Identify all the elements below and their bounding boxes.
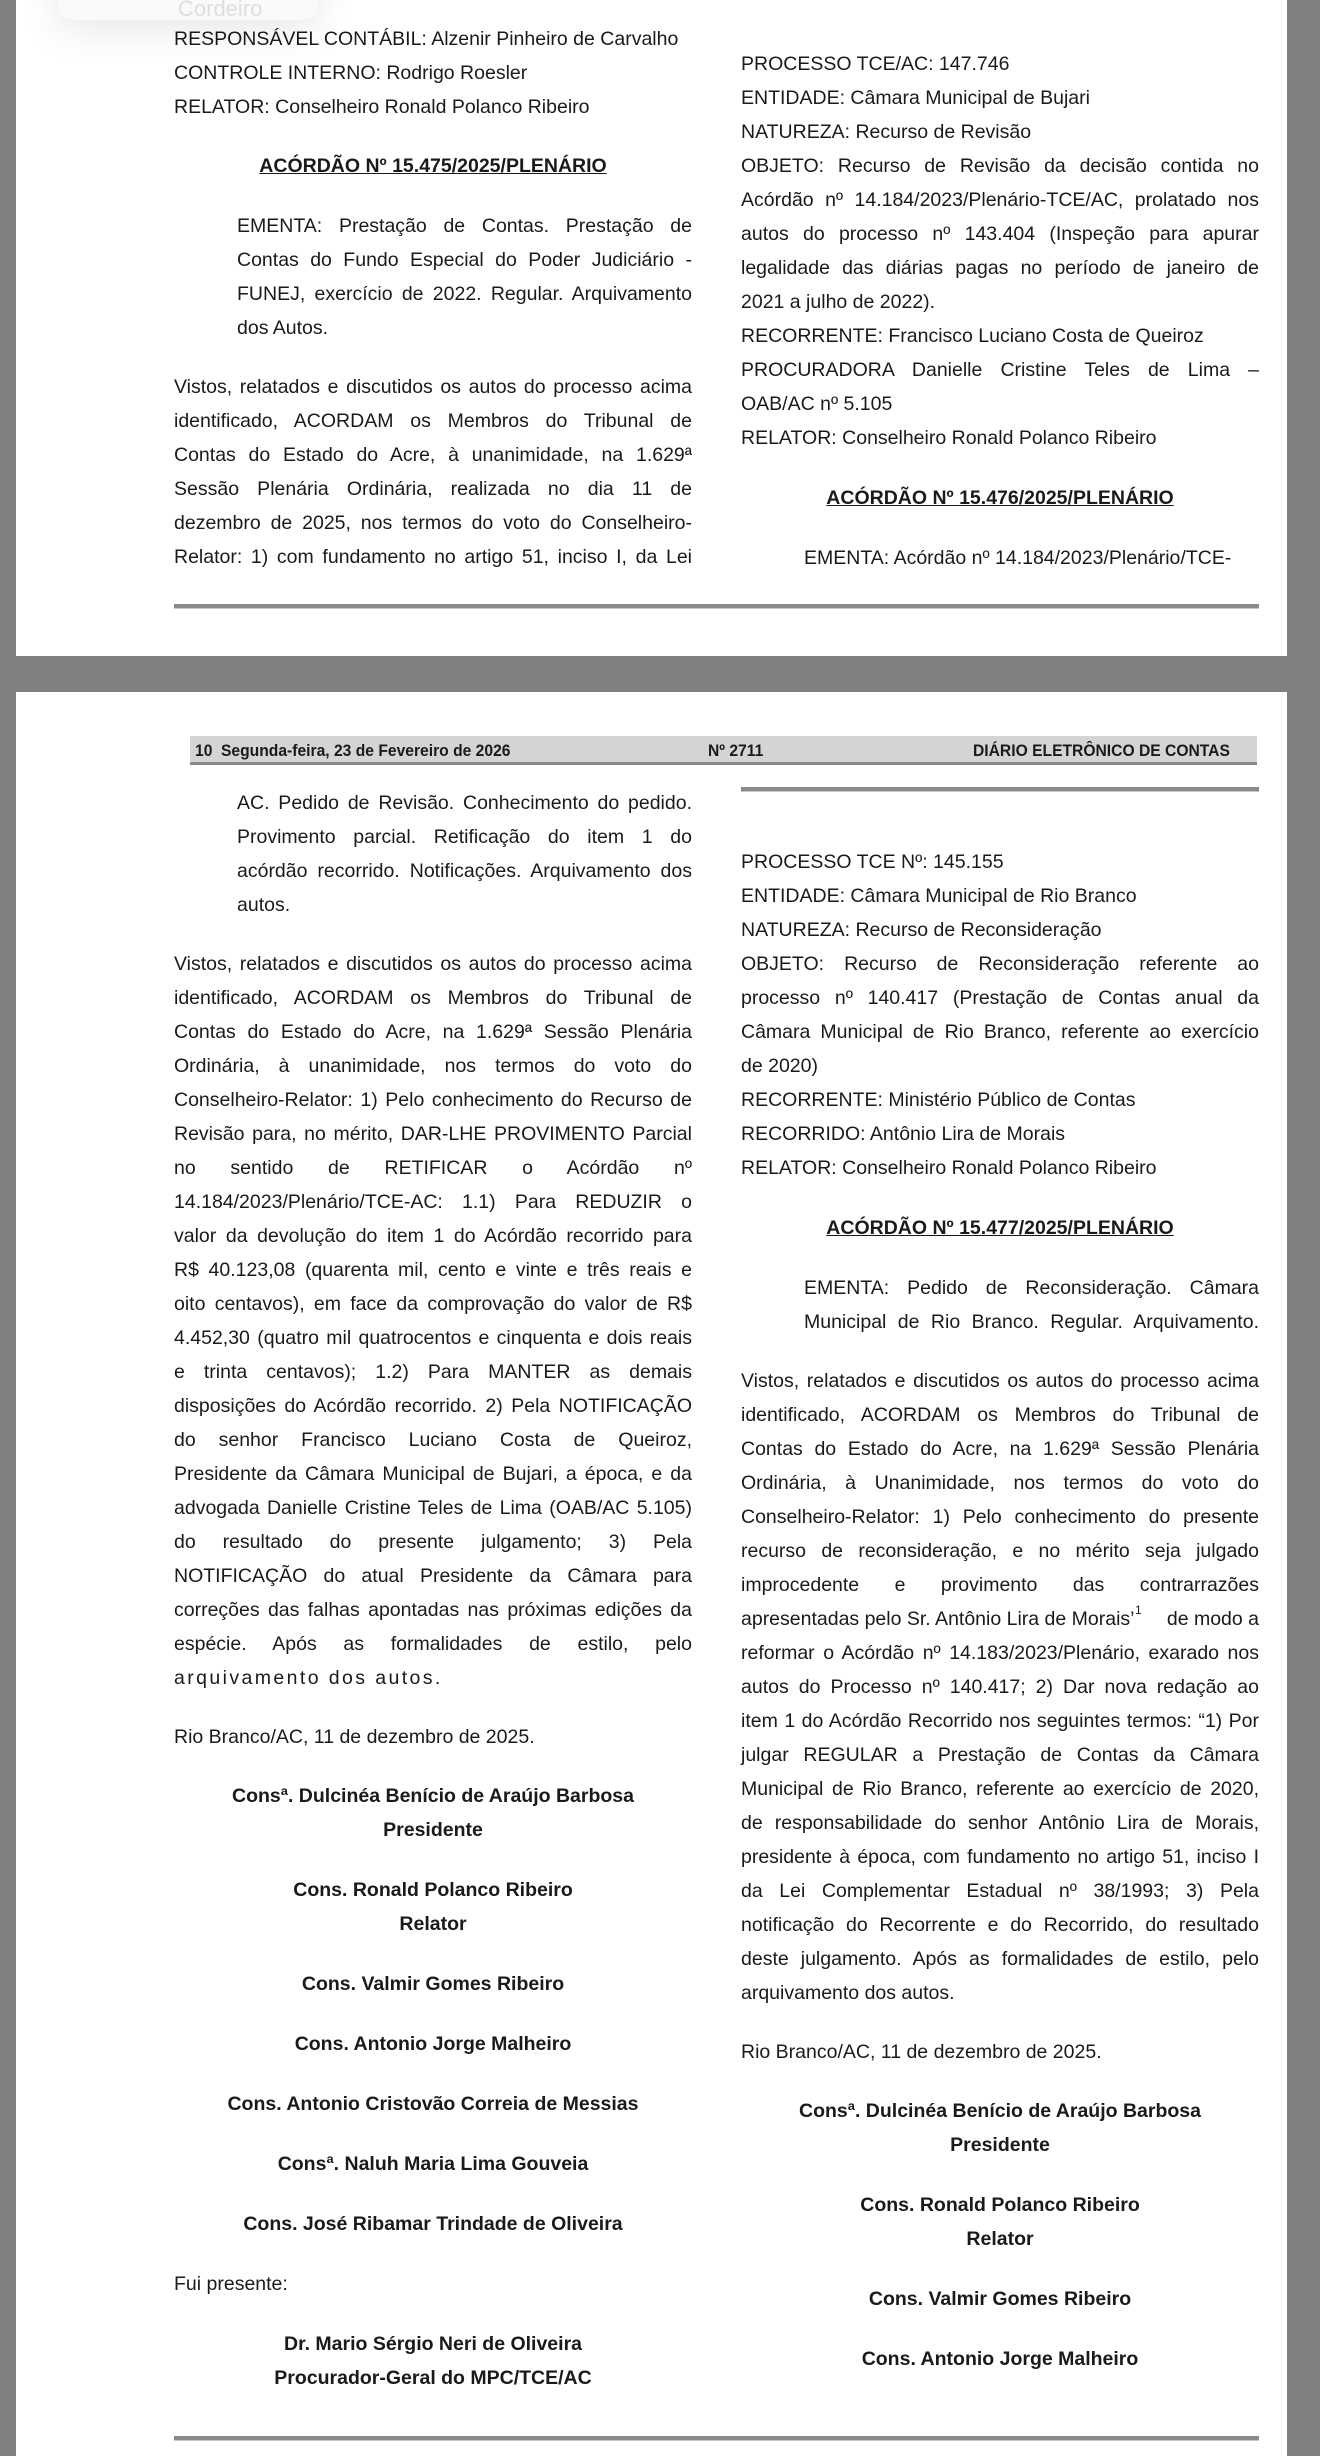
recorrido: RECORRIDO: Antônio Lira de Morais (741, 1123, 1066, 1145)
body-line: valor da devolução do item 1 do Acórdão recorrido para (174, 1225, 692, 1247)
floating-popup[interactable] (58, 0, 318, 20)
body-line: identificado, ACORDAM os Membros do Tribunal de (174, 987, 692, 1009)
body-line: item 1 do Acórdão Recorrido nos seguintes termos: “1) Por (741, 1710, 1259, 1732)
body-line: espécie. Após as formalidades de estilo, pelo (174, 1633, 692, 1655)
recorrente: RECORRENTE: Ministério Público de Contas (741, 1089, 1136, 1111)
body-line: reformar o Acórdão nº 14.183/2023/Plenário, exarado nos (741, 1642, 1259, 1664)
body-line: 4.452,30 (quatro mil quatrocentos e cinquenta e dois reais (174, 1327, 692, 1349)
acordao-heading-15476: ACÓRDÃO Nº 15.476/2025/PLENÁRIO (826, 487, 1174, 509)
relator: RELATOR: Conselheiro Ronald Polanco Ribeiro (174, 96, 590, 118)
signature-name: Consª. Dulcinéa Benício de Araújo Barbosa (232, 1785, 634, 1807)
body-line-tail: de modo a (1166, 1608, 1259, 1630)
body-line: oito centavos), em face da comprovação do valor de R$ (174, 1293, 692, 1315)
objeto-line: OBJETO: Recurso de Revisão da decisão contida no (741, 155, 1259, 177)
signature-name: Cons. Antonio Cristovão Correia de Messias (227, 2093, 639, 2115)
document-page-2 (16, 692, 1287, 2456)
processo: PROCESSO TCE Nº: 145.155 (741, 851, 1004, 873)
signature-name: Cons. José Ribamar Trindade de Oliveira (243, 2213, 623, 2235)
body-line: notificação do Recorrente e do Recorrido, do resultado (741, 1914, 1259, 1936)
ementa-line: acórdão recorrido. Notificações. Arquivamento dos (237, 860, 692, 882)
signature-role: Relator (966, 2228, 1034, 2250)
body-line: R$ 40.123,08 (quarenta mil, cento e vinte e três reais e (174, 1259, 692, 1281)
natureza: NATUREZA: Recurso de Revisão (741, 121, 1032, 143)
page1-bottom-rule (174, 604, 1259, 609)
signature-role: Presidente (950, 2134, 1050, 2156)
body-line: identificado, ACORDAM os Membros do Tribunal de (741, 1404, 1259, 1426)
body-line: correções das falhas apontadas nas próximas edições da (174, 1599, 692, 1621)
header-issue: Nº 2711 (708, 741, 764, 760)
body-line: da Lei Complementar Estadual nº 38/1993; 3) Pela (741, 1880, 1259, 1902)
signature-name: Cons. Antonio Jorge Malheiro (294, 2033, 572, 2055)
body-line: Revisão para, no mérito, DAR-LHE PROVIMENTO Parcial (174, 1123, 692, 1145)
relator: RELATOR: Conselheiro Ronald Polanco Ribeiro (741, 427, 1157, 449)
body-line: Municipal de Rio Branco, referente ao exercício de 2020, (741, 1778, 1259, 1800)
body-line: Vistos, relatados e discutidos os autos do processo acima (741, 1370, 1259, 1392)
page-header (190, 736, 1257, 765)
header-page-number: 10 (195, 741, 213, 760)
objeto-line: de 2020) (741, 1055, 818, 1077)
signature-name: Cons. Ronald Polanco Ribeiro (860, 2194, 1140, 2216)
signature-name: Cons. Valmir Gomes Ribeiro (868, 2288, 1132, 2310)
body-line: Ordinária, à unanimidade, nos termos do voto do (174, 1055, 692, 1077)
present-label: Fui presente: (174, 2273, 288, 2295)
signature-role: Presidente (383, 1819, 483, 1841)
ementa-line: Contas do Fundo Especial do Poder Judiciário - (237, 249, 692, 271)
ementa-line: FUNEJ, exercício de 2022. Regular. Arquivamento (237, 283, 692, 305)
body-line: deste julgamento. Após as formalidades de estilo, pelo (741, 1948, 1259, 1970)
body-line: Presidente da Câmara Municipal de Bujari, a época, e da (174, 1463, 692, 1485)
procuradora-oab: OAB/AC nº 5.105 (741, 393, 893, 415)
body-line: 14.184/2023/Plenário/TCE-AC: 1.1) Para REDUZIR o (174, 1191, 692, 1213)
signature-name: Cons. Valmir Gomes Ribeiro (301, 1973, 565, 1995)
objeto-line: processo nº 140.417 (Prestação de Contas anual da (741, 987, 1259, 1009)
place-date: Rio Branco/AC, 11 de dezembro de 2025. (741, 2041, 1102, 2063)
objeto-line: OBJETO: Recurso de Reconsideração referente ao (741, 953, 1259, 975)
popup-text: Cordeiro (178, 0, 263, 21)
ementa-line: Provimento parcial. Retificação do item 1 do (237, 826, 692, 848)
signature-name: Cons. Ronald Polanco Ribeiro (293, 1879, 573, 1901)
body-line: Vistos, relatados e discutidos os autos do processo acima (174, 376, 692, 398)
body-line: do senhor Francisco Luciano Costa de Queiroz, (174, 1429, 692, 1451)
body-line: no sentido de RETIFICAR o Acórdão nº (174, 1157, 692, 1179)
right-column-top-rule (741, 787, 1259, 792)
procuradora: PROCURADORA Danielle Cristine Teles de Lima – (741, 359, 1259, 381)
ementa-line: EMENTA: Prestação de Contas. Prestação de (237, 215, 692, 237)
body-line: do resultado do presente julgamento; 3) Pela (174, 1531, 692, 1553)
body-line: autos do Processo nº 140.417; 2) Dar nova redação ao (741, 1676, 1259, 1698)
body-line: Contas do Estado do Acre, na 1.629ª Sessão Plenária (741, 1438, 1259, 1460)
controle-interno: CONTROLE INTERNO: Rodrigo Roesler (174, 62, 528, 84)
footnote-ref[interactable]: 1 (1135, 1603, 1142, 1617)
body-line: Sessão Plenária Ordinária, realizada no dia 11 de (174, 478, 692, 500)
document-page-1 (16, 0, 1287, 656)
body-line: Vistos, relatados e discutidos os autos do processo acima (174, 953, 692, 975)
header-publication: DIÁRIO ELETRÔNICO DE CONTAS (973, 741, 1230, 760)
entidade: ENTIDADE: Câmara Municipal de Bujari (741, 87, 1090, 109)
objeto-line: 2021 a julho de 2022). (741, 291, 936, 313)
recorrente: RECORRENTE: Francisco Luciano Costa de Queiroz (741, 325, 1204, 347)
body-line: NOTIFICAÇÃO do atual Presidente da Câmara para (174, 1565, 692, 1587)
signature-role: Relator (399, 1913, 467, 1935)
place-date: Rio Branco/AC, 11 de dezembro de 2025. (174, 1726, 535, 1748)
body-line: improcedente e provimento das contrarrazões (741, 1574, 1259, 1596)
signature-name: Consª. Naluh Maria Lima Gouveia (277, 2153, 589, 2175)
objeto-line: legalidade das diárias pagas no período de janeiro de (741, 257, 1259, 279)
body-line: Ordinária, à Unanimidade, nos termos do voto do (741, 1472, 1259, 1494)
signature-name: Cons. Antonio Jorge Malheiro (861, 2348, 1139, 2370)
body-line: de responsabilidade do senhor Antônio Lira de Morais, (741, 1812, 1259, 1834)
body-line: dezembro de 2025, nos termos do voto do Conselheiro- (174, 512, 692, 534)
body-line: presidente à época, com fundamento no artigo 51, inciso I (741, 1846, 1259, 1868)
body-line: Relator: 1) com fundamento no artigo 51, inciso I, da Lei (174, 546, 692, 568)
ementa-line: AC. Pedido de Revisão. Conhecimento do pedido. (237, 792, 692, 814)
body-line: Contas do Estado do Acre, à unanimidade, na 1.629ª (174, 444, 692, 466)
natureza: NATUREZA: Recurso de Reconsideração (741, 919, 1102, 941)
header-date: Segunda-feira, 23 de Fevereiro de 2026 (221, 741, 511, 760)
body-line: Contas do Estado do Acre, na 1.629ª Sessão Plenária (174, 1021, 692, 1043)
body-line: Conselheiro-Relator: 1) Pelo conhecimento do Recurso de (174, 1089, 692, 1111)
body-line-footnote (741, 1603, 1259, 1630)
ementa-start: EMENTA: Acórdão nº 14.184/2023/Plenário/TCE- (804, 547, 1232, 569)
responsavel-contabil: RESPONSÁVEL CONTÁBIL: Alzenir Pinheiro de Carvalho (174, 28, 679, 50)
entidade: ENTIDADE: Câmara Municipal de Rio Branco (741, 885, 1137, 907)
body-line: advogada Danielle Cristine Teles de Lima (OAB/AC 5.105) (174, 1497, 692, 1519)
body-line: arquivamento dos autos. (174, 1667, 443, 1689)
body-line: identificado, ACORDAM os Membros do Tribunal de (174, 410, 692, 432)
ementa-line: autos. (237, 894, 291, 916)
page2-bottom-rule (174, 2436, 1259, 2441)
signature-name: Consª. Dulcinéa Benício de Araújo Barbosa (799, 2100, 1201, 2122)
body-line: Conselheiro-Relator: 1) Pelo conhecimento do presente (741, 1506, 1259, 1528)
objeto-line: Acórdão nº 14.184/2023/Plenário-TCE/AC, prolatado nos (741, 189, 1259, 211)
body-line: recurso de reconsideração, e no mérito seja julgado (741, 1540, 1259, 1562)
acordao-heading-15477: ACÓRDÃO Nº 15.477/2025/PLENÁRIO (826, 1217, 1174, 1239)
processo: PROCESSO TCE/AC: 147.746 (741, 53, 1010, 75)
body-line: e trinta centavos); 1.2) Para MANTER as demais (174, 1361, 692, 1383)
objeto-line: autos do processo nº 143.404 (Inspeção para apurar (741, 223, 1259, 245)
acordao-heading-15475: ACÓRDÃO Nº 15.475/2025/PLENÁRIO (259, 155, 607, 177)
body-line: julgar REGULAR a Prestação de Contas da Câmara (741, 1744, 1259, 1766)
objeto-line: Câmara Municipal de Rio Branco, referente ao exercício (741, 1021, 1259, 1043)
body-line-text: apresentadas pelo Sr. Antônio Lira de Morais’ (741, 1608, 1135, 1630)
prosecutor-role: Procurador-Geral do MPC/TCE/AC (274, 2367, 592, 2389)
ementa-line: EMENTA: Pedido de Reconsideração. Câmara (804, 1277, 1259, 1299)
prosecutor-name: Dr. Mario Sérgio Neri de Oliveira (283, 2333, 583, 2355)
ementa-line: dos Autos. (237, 317, 329, 339)
relator: RELATOR: Conselheiro Ronald Polanco Ribeiro (741, 1157, 1157, 1179)
body-line: disposições do Acórdão recorrido. 2) Pela NOTIFICAÇÃO (174, 1395, 692, 1417)
body-line: arquivamento dos autos. (741, 1982, 955, 2004)
ementa-line: Municipal de Rio Branco. Regular. Arquivamento. (804, 1311, 1259, 1333)
